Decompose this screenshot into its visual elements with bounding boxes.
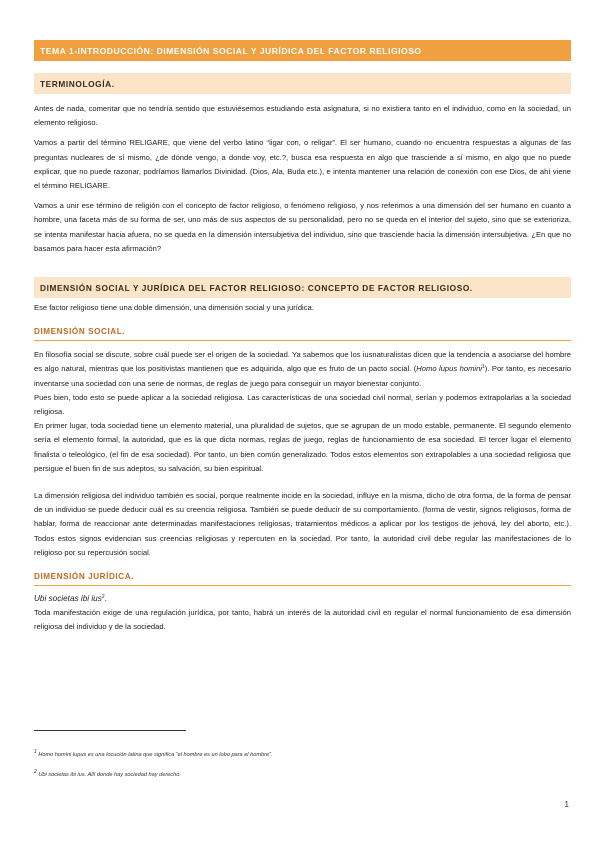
page-number: 1 (564, 800, 569, 809)
terminology-paragraph-3: Vamos a unir ese término de religión con el concepto de factor religioso, o fenómeno religioso, y nos referimos a una dimensión del ser humano en cuanto a hombre, una faceta más de su forma de ser, uno más de sus aspectos de su personalidad, pero no se queda en el interior del sujeto, sino que se exterioriza, se intenta manifestar hacia afuera, no se queda en la dimensión intersubjetiva del individuo, sino que trasciende hacia la dimensión intersubjetiva. ¿En que no basamos para hacer esta afirmación? (34, 201, 571, 253)
terminology-paragraph-2: Vamos a partir del término RELIGARE, que viene del verbo latino “ligar con, o religar”. El ser humano, cuando no encuentra respuestas a algunas de las preguntas nucleares de sí mismo, ¿de dónde vengo, a donde voy, etc.?, busca esa respuesta en algo que trasciende a sí mismo, en algo que no puede explicar, que no puede razonar, podríamos llamarlos Divinidad. (Dios, Ala, Buda etc.), e intenta mantener una relación de conexión con ese Dios, de ahí viene el término RELIGARE. (34, 138, 571, 191)
terminology-paragraph-1: Antes de nada, comentar que no tendría sentido que estuviésemos estudiando esta asignatura, si no existiera tanto en el individuo, como en la sociedad, un elemento religioso. (34, 104, 571, 128)
footnote-ref-1[interactable]: 1 (482, 364, 485, 371)
latin-phrase: Homo lupus homini (416, 364, 482, 374)
legal-paragraph: Toda manifestación exige de una regulación jurídica, por tanto, habrá un interés de la autoridad civil en regular el normal funcionamiento de esa dimensión religiosa del individuo y de la sociedad. (34, 608, 571, 632)
footnote-separator (34, 730, 186, 731)
latin-maxim: Ubi societas ibi ius$^2$. (34, 594, 107, 604)
footnote-2: $^2$ Ubi societas ibi ius. Allí donde hay sociedad hay derecho. (34, 769, 181, 778)
social-paragraph-1: En filosofía social se discute, sobre cuál puede ser el origen de la sociedad. Ya sabemos que los iusnaturalistas dicen que la tendencia a asociarse del hombre es algo natural, mientras que los positivistas mantienen que es adquirida, algo que es fruto de un pacto social. (Homo lupus homini$^1$). Por tanto, es necesario inventarse una sociedad con una serie de normas, de reglas de juego para conseguir un mayor bienestar conjunto. (34, 350, 572, 388)
concept-heading: DIMENSIÓN SOCIAL Y JURÍDICA DEL FACTOR RELIGIOSO: CONCEPTO DE FACTOR RELIGIOSO. (34, 277, 571, 298)
social-paragraph-3: En primer lugar, toda sociedad tiene un elemento material, una pluralidad de sujetos, que se agrupan de un modo estable, permanente. El segundo elemento sería el elemento formal, la autoridad, que es la que dicta normas, reglas de juego, reglas de funcionamiento de esa sociedad. El tercer lugar el elemento finalista o teleológico, (el fin de esa sociedad). Por tanto, un bien común generalizado. Todos estos elementos son extrapolables a una sociedad religiosa que persigue el buen fin de sus adeptos, su salvación, su bien espiritual. (34, 421, 571, 473)
terminology-heading: TERMINOLOGÍA. (34, 73, 571, 94)
social-paragraph-4: La dimensión religiosa del individuo también es social, porque realmente incide en la sociedad, influye en la misma, dicho de otra forma, de la forma de pensar de un individuo se puede deducir cuál es su creencia religiosa. También se puede deducir de su comportamiento. (forma de vestir, signos religiosos, forma de hablar, forma de reaccionar ante determinadas manifestaciones religiosas, tratamientos médicos a aplicar por los testigos de jehová, ley del aborto, etc.). Todos estos signos evidencian sus creencias religiosas y repercuten en la sociedad. Por tanto, la autoridad civil debe regular las manifestaciones de lo religioso por su repercusión social. (34, 491, 571, 557)
footnote-ref-2[interactable]: 2 (101, 594, 105, 601)
footnote-1: $^1$ Homo homini lupus es una locución latina que significa “el hombre es un lobo para el hombre”. (34, 749, 273, 758)
social-dimension-heading: DIMENSIÓN SOCIAL. (34, 327, 571, 341)
document-page (34, 40, 571, 635)
concept-paragraph: Ese factor religioso tiene una doble dimensión, una dimensión social y una jurídica. (34, 303, 314, 313)
topic-banner: TEMA 1-INTRODUCCIÓN: DIMENSIÓN SOCIAL Y JURÍDICA DEL FACTOR RELIGIOSO (34, 40, 571, 61)
social-paragraph-2: Pues bien, todo esto se puede aplicar a la sociedad religiosa. Las características de una sociedad civil normal, serían y podemos extrapolarlas a la sociedad religiosa. (34, 392, 571, 417)
legal-dimension-heading: DIMENSIÓN JURÍDICA. (34, 572, 571, 586)
